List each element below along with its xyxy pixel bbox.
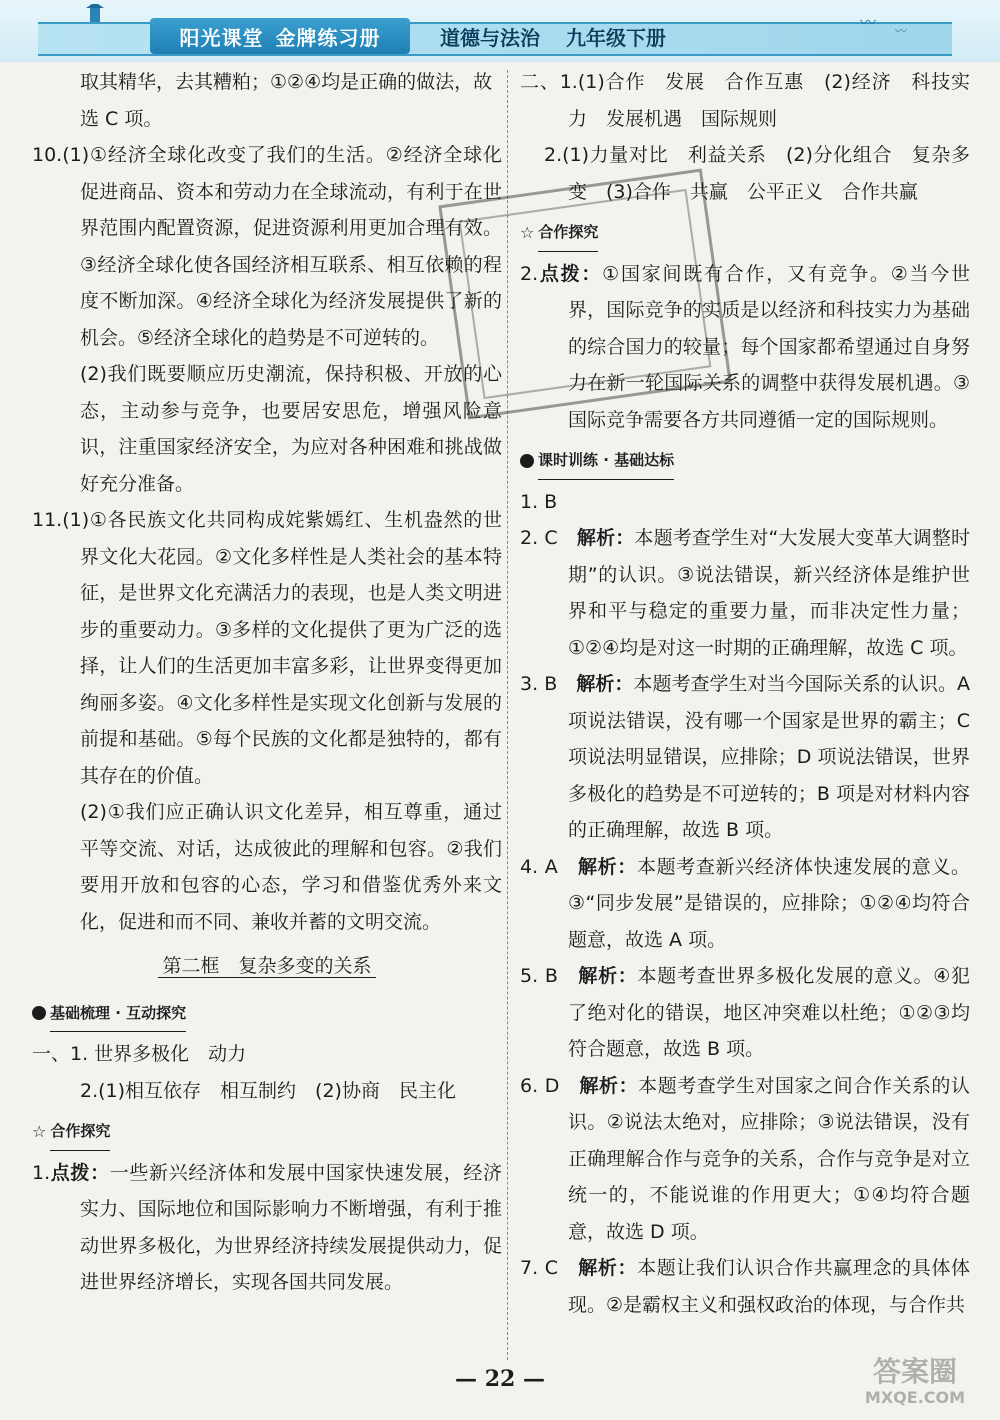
answer-2-2: 2.(1)力量对比 利益关系 (2)分化组合 复杂多变 (3)合作 共赢 公平正义 合作共赢 [544,144,970,203]
analysis-label: 解析： [576,673,634,695]
answer-choice: 6. D [520,1074,580,1097]
brand-box [150,18,410,54]
bird-icon: 〰 [860,13,877,32]
analysis-text: 本题考查学生对当今国际关系的认识。A 项说法错误，没有哪一个国家是世界的霸主；C 项说法明显错误，应排除；D 项说法错误，世界多极化的趋势是不可逆转的；B 项是对材料内容的正确理解，故选 B 项。 [568,673,970,841]
analysis-text: 本题让我们认识合作共赢理念的具体体现。②是霸权主义和强权政治的体现，与合作共 [568,1257,970,1316]
analysis-text: 本题考查新兴经济体快速发展的意义。③“同步发展”是错误的，应排除；①②④均符合题意，故选 A 项。 [568,855,970,951]
right-column [520,64,970,1323]
analysis-text: 本题考查学生对“大发展大变革大调整时期”的认识。③说法错误，新兴经济体是维护世界和平与稳定的重要力量，而非决定性力量；①②④均是对这一时期的正确理解，故选 C 项。 [568,527,970,659]
answer-item [520,520,970,666]
column-divider [507,70,508,1360]
section-title [32,948,502,985]
answer-line: 1. B [520,490,558,513]
star-icon: ☆ [32,1121,47,1141]
bullet-icon [32,1006,46,1020]
page-number: — 22 — [455,1366,545,1392]
bird-icon: 〰 [895,24,908,38]
answer-11-2: (2)①我们应正确认识文化差异，相互尊重，通过平等交流、对话，达成彼此的理解和包容。②我们要用开放和包容的心态，学习和借鉴优秀外来文化，促进和而不同、兼收并蓄的文明交流。 [80,801,502,933]
hint-paragraph: 1.点拨：一些新兴经济体和发展中国家快速发展，经济实力、国际地位和国际影响力不断增强，有利于推动世界多极化，为世界经济持续发展提供动力，促进世界经济增长，实现各国共同发展。 [32,1161,502,1293]
answer-item [520,1068,970,1251]
section-tag-text: 合作探究 [538,214,598,252]
answer-2-1: 二、1.(1)合作 发展 合作互惠 (2)经济 科技实力 发展机遇 国际规则 [520,71,970,130]
header-info [440,20,666,52]
watermark-url: MXQE.COM [864,1388,966,1407]
grade-name: 九年级下册 [566,25,666,50]
section-tag-text: 合作探究 [50,1113,110,1151]
answer-11-1: 11.(1)①各民族文化共同构成姹紫嫣红、生机盎然的世界文化大花园。②文化多样性是人类社会的基本特征，是世界文化充满活力的表现，也是人类文明进步的重要动力。③多样的文化提供了更为广泛的选择，让人们的生活更加丰富多彩，让世界变得更加绚丽多姿。④文化多样性是实现文化创新与发展的前提和基础。⑤每个民族的文化都是独特的，都有其存在的价值。 [32,509,502,787]
analysis-label: 解析： [578,1257,638,1279]
analysis-label: 解析： [579,1074,639,1097]
answer-item [520,1250,970,1323]
analysis-text: 本题考查世界多极化发展的意义。④犯了绝对化的错误，地区冲突难以杜绝；①②③均符合题意，故选 B 项。 [568,965,970,1060]
section-tag [32,995,502,1033]
analysis-label: 解析： [576,527,635,549]
section-tag [520,214,970,252]
hint-text: 一些新兴经济体和发展中国家快速发展，经济实力、国际地位和国际影响力不断增强，有利于推动世界多极化，为世界经济持续发展提供动力，促进世界经济增长，实现各国共同发展。 [80,1161,502,1293]
answer-item [520,958,970,1068]
hint-paragraph: 2.点拨：①国家间既有合作，又有竞争。②当今世界，国际竞争的实质是以经济和科技实力为基础的综合国力的较量；每个国家都希望通过自身努力在新一轮国际关系的调整中获得发展机遇。③国际竞争需要各方共同遵循一定的国际规则。 [520,262,970,431]
section-tag-text: 基础梳理 · 互动探究 [50,995,186,1033]
answer-choice: 2. C [520,527,577,549]
analysis-label: 解析： [578,965,638,987]
section-tag-text: 课时训练 · 基础达标 [538,442,674,480]
hint-label: 点拨： [538,262,603,285]
text-line: 一、1. 世界多极化 动力 [32,1043,247,1065]
brand-name: 阳光课堂 [179,25,264,50]
answer-choice: 4. A [520,855,579,878]
text-line: 2.(1)相互依存 相互制约 (2)协商 民主化 [80,1079,456,1102]
section-title-text: 第二框 复杂多变的关系 [158,955,375,978]
section-tag [32,1113,502,1151]
answer-10-1: 10.(1)①经济全球化改变了我们的生活。②经济全球化促进商品、资本和劳动力在全球流动，有利于在世界范围内配置资源，促进资源利用更加合理有效。③经济全球化使各国经济相互联系、相互依赖的程度不断加深。④经济全球化为经济发展提供了新的机会。⑤经济全球化的趋势是不可逆转的。 [32,144,502,349]
star-icon: ☆ [520,222,535,242]
analysis-label: 解析： [578,855,637,878]
answer-choice: 5. B [520,965,579,987]
subject-name: 道德与法治 [440,25,540,50]
page-header [0,0,1000,62]
answer-item [520,666,970,849]
watermark-logo [840,1356,990,1416]
answer-choice: 3. B [520,673,577,695]
text-line: 取其精华，去其糟粕；①②④均是正确的做法，故 [80,71,493,93]
answer-choice: 7. C [520,1257,579,1279]
answer-item [520,849,970,959]
section-tag [520,442,970,480]
hint-text: ①国家间既有合作，又有竞争。②当今世界，国际竞争的实质是以经济和科技实力为基础的综合国力的较量；每个国家都希望通过自身努力在新一轮国际关系的调整中获得发展机遇。③国际竞争需要各方共同遵循一定的国际规则。 [568,262,970,431]
watermark-text: 答案圈 [872,1355,957,1388]
bullet-icon [520,454,534,468]
left-column [32,64,502,1301]
hint-label: 点拨： [50,1161,110,1184]
brand-series: 金牌练习册 [275,25,381,50]
text-line: 选 C 项。 [80,107,163,130]
analysis-text: 本题考查学生对国家之间合作关系的认识。②说法太绝对，应排除；③说法错误，没有正确理解合作与竞争的关系，合作与竞争是对立统一的，不能说谁的作用更大；①④均符合题意，故选 D 项。 [568,1074,970,1243]
answer-10-2: (2)我们既要顺应历史潮流，保持积极、开放的心态，主动参与竞争，也要居安思危，增强风险意识，注重国家经济安全，为应对各种困难和挑战做好充分准备。 [80,363,502,495]
